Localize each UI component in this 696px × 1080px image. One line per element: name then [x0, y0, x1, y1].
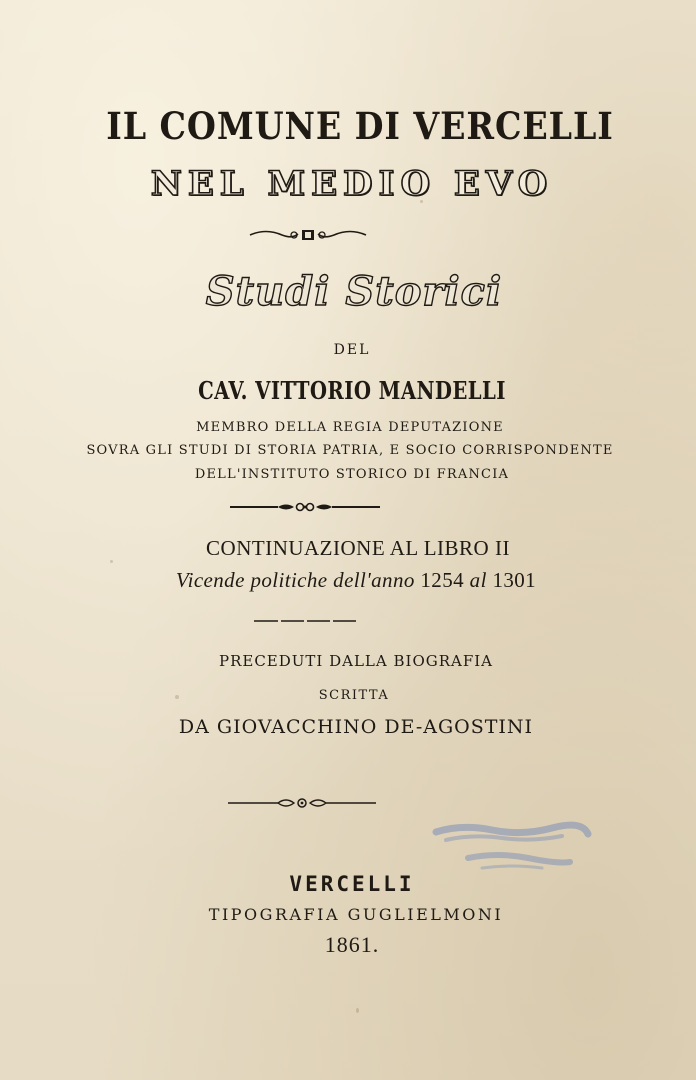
year-to: 1301: [492, 568, 537, 592]
foxing-spot: [356, 1008, 359, 1013]
title-line-2: NEL MEDIO EVO: [150, 164, 554, 204]
continuation-heading: CONTINUAZIONE AL LIBRO II: [206, 536, 510, 560]
subheading-connector: al: [469, 568, 487, 592]
imprint-printer: TIPOGRAFIA GUGLIELMONI: [208, 905, 504, 924]
continuation-subheading: [8, 568, 696, 593]
author-name: CAV. VITTORIO MANDELLI: [198, 376, 506, 405]
author-credential: MEMBRO DELLA REGIA DEPUTAZIONE: [196, 420, 504, 435]
byline-preposition: DEL: [333, 342, 371, 358]
scroll-ornament-icon: [226, 796, 378, 810]
library-stamp: [432, 812, 592, 876]
title-line-1: IL COMUNE DI VERCELLI: [106, 104, 614, 148]
dash-rule: [254, 618, 356, 624]
year-from: 1254: [420, 568, 465, 592]
imprint-year: 1861.: [324, 932, 380, 957]
rule-ornament-icon: [228, 500, 382, 514]
author-credential: SOVRA GLI STUDI DI STORIA PATRIA, E SOCIO CORRISPONDENTE: [86, 443, 614, 458]
preface-line-2: SCRITTA: [318, 688, 390, 703]
subtitle: Studi Storici: [205, 268, 503, 315]
author-credential: DELL'INSTITUTO STORICO DI FRANCIA: [194, 467, 510, 482]
preface-line-3: DA GIOVACCHINO DE-AGOSTINI: [178, 716, 534, 738]
scroll-ornament-icon: [246, 226, 370, 244]
subheading-phrase: Vicende politiche dell'anno: [175, 568, 415, 592]
imprint-city: VERCELLI: [289, 872, 415, 896]
preface-line-1: PRECEDUTI DALLA BIOGRAFIA: [218, 652, 494, 670]
